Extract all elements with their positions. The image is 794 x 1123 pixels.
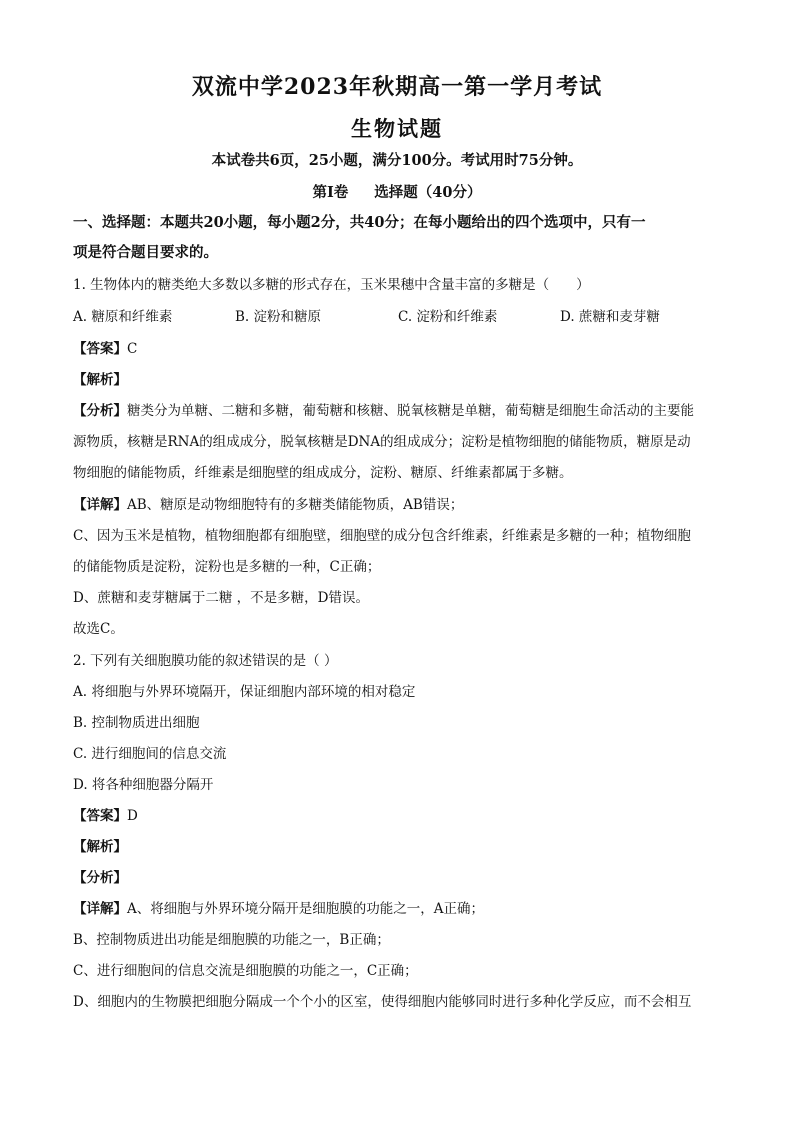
answer-value: D (127, 808, 138, 824)
part-title: 选择题（40分） (374, 184, 482, 201)
q1-stem: 1. 生物体内的糖类绝大多数以多糖的形式存在，玉米果穗中含量丰富的多糖是（ ） (73, 277, 590, 293)
q2-option-d: D. 将各种细胞器分隔开 (73, 777, 214, 793)
q1-fenxi-line1: 【分析】糖类分为单糖、二糖和多糖，葡萄糖和核糖、脱氧核糖是单糖，葡萄糖是细胞生命活动的主要能 (73, 403, 694, 419)
answer-tag: 【答案】 (73, 341, 127, 357)
q1-option-d: D. 蔗糖和麦芽糖 (560, 309, 660, 325)
q2-xiangjie-line2: B、控制物质进出功能是细胞膜的功能之一，B正确； (73, 932, 390, 948)
q1-fenxi-line2: 源物质，核糖是RNA的组成成分，脱氧核糖是DNA的组成成分；淀粉是植物细胞的储能物质，糖原是动 (73, 434, 691, 450)
part-label: 第I卷 (312, 184, 349, 201)
q2-stem: 2. 下列有关细胞膜功能的叙述错误的是（ ） (73, 653, 338, 669)
q1-answer (73, 339, 723, 359)
q2-option-a: A. 将细胞与外界环境隔开，保证细胞内部环境的相对稳定 (73, 684, 416, 700)
exam-note: 本试卷共6页，25小题，满分100分。考试用时75分钟。 (211, 152, 583, 169)
q1-conclusion: 故选C。 (73, 621, 124, 637)
q1-analysis-tag: 【解析】 (73, 372, 127, 388)
q2-answer (73, 806, 723, 826)
q1-xiangjie-line2: C、因为玉米是植物，植物细胞都有细胞壁，细胞壁的成分包含纤维素，纤维素是多糖的一种；植物细胞 (73, 528, 691, 544)
section-instruction-line1: 一、选择题：本题共20小题，每小题2分，共40分；在每小题给出的四个选项中，只有一 (73, 214, 646, 231)
q2-xiangjie-line1: 【详解】A、将细胞与外界环境分隔开是细胞膜的功能之一，A正确； (73, 901, 484, 917)
section-instruction-line2: 项是符合题目要求的。 (73, 244, 218, 261)
answer-value: C (127, 341, 138, 357)
q2-fenxi-tag: 【分析】 (73, 870, 127, 886)
q2-option-c: C. 进行细胞间的信息交流 (73, 746, 227, 762)
q1-option-a: A. 糖原和纤维素 (73, 309, 173, 325)
fenxi-tag: 【分析】 (73, 403, 127, 419)
q2-analysis-tag: 【解析】 (73, 839, 127, 855)
q1-xiangjie-line4: D、蔗糖和麦芽糖属于二糖 ，不是多糖，D错误。 (73, 590, 369, 606)
q1-xiangjie-line1: 【详解】AB、糖原是动物细胞特有的多糖类储能物质，AB错误； (73, 497, 464, 513)
exam-title: 双流中学2023年秋期高一第一学月考试 (191, 74, 603, 100)
xiangjie-tag: 【详解】 (73, 901, 127, 917)
q1-fenxi-line3: 物细胞的储能物质，纤维素是细胞壁的组成成分，淀粉、糖原、纤维素都属于多糖。 (73, 465, 573, 481)
q2-xiangjie-line3: C、进行细胞间的信息交流是细胞膜的功能之一，C正确； (73, 963, 418, 979)
q1-option-b: B. 淀粉和糖原 (235, 309, 322, 325)
q1-option-c: C. 淀粉和纤维素 (398, 309, 498, 325)
xiangjie-tag: 【详解】 (73, 497, 127, 513)
q2-xiangjie-line4: D、细胞内的生物膜把细胞分隔成一个个小的区室，使得细胞内能够同时进行多种化学反应，而不会相互 (73, 994, 692, 1010)
q1-xiangjie-line3: 的储能物质是淀粉，淀粉也是多糖的一种，C正确； (73, 559, 381, 575)
answer-tag: 【答案】 (73, 808, 127, 824)
subject-title: 生物试题 (351, 116, 443, 141)
q2-option-b: B. 控制物质进出细胞 (73, 715, 200, 731)
part-heading (0, 181, 794, 202)
